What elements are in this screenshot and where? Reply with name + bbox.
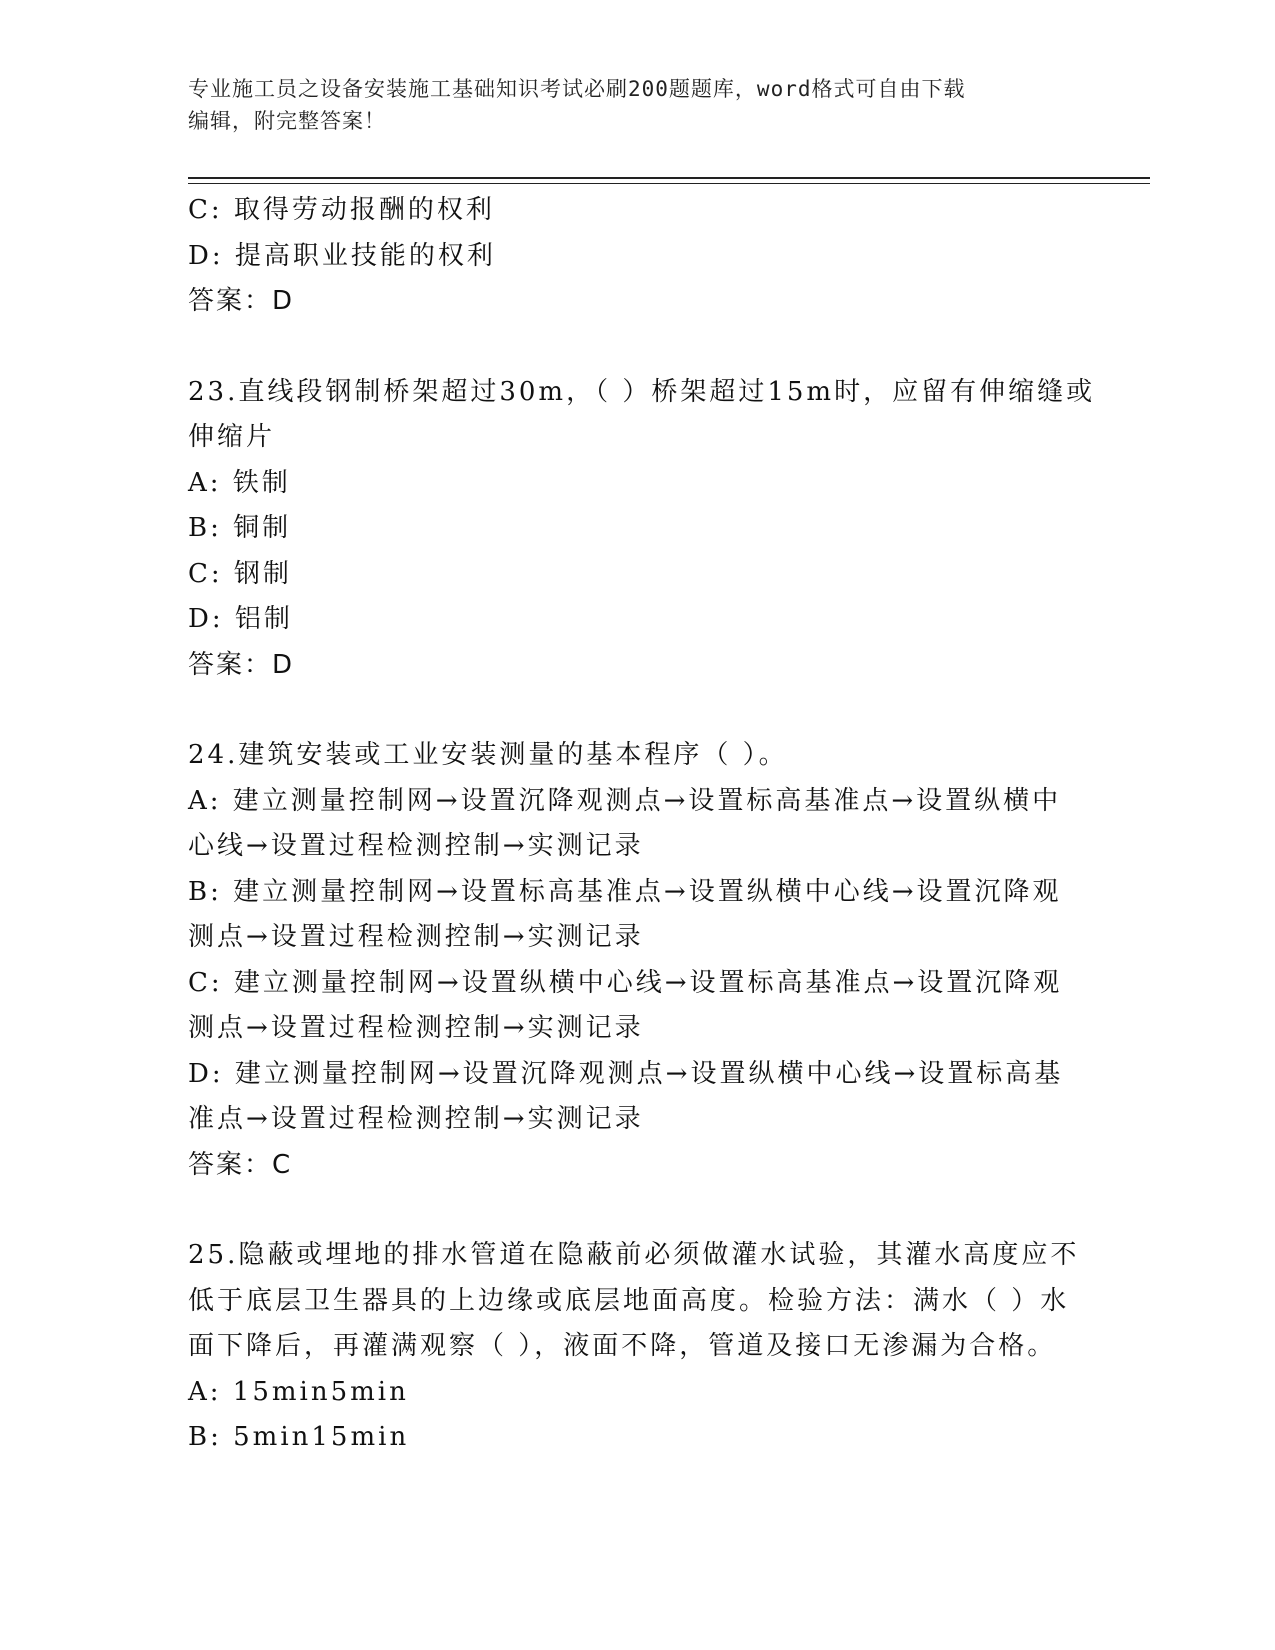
spacer <box>188 325 1088 370</box>
option-a-continued: 心线→设置过程检测控制→实测记录 <box>188 831 644 861</box>
question-23 <box>188 370 1096 689</box>
option-c: C: 取得劳动报酬的权利 <box>188 195 495 225</box>
document-header <box>188 73 1068 137</box>
option-b: B: 建立测量控制网→设置标高基准点→设置纵横中心线→设置沉降观 <box>188 876 1062 907</box>
question-stem: 25.隐蔽或埋地的排水管道在隐蔽前必须做灌水试验，其灌水高度应不 <box>188 1240 1080 1270</box>
option-d: D: 提高职业技能的权利 <box>188 240 496 271</box>
option-c: C: 钢制 <box>188 558 292 589</box>
spacer <box>188 1188 1088 1233</box>
question-25 <box>188 1233 1088 1461</box>
option-c-continued: 测点→设置过程检测控制→实测记录 <box>188 1013 644 1043</box>
option-a: A: 15min5min <box>188 1376 409 1407</box>
option-c: C: 建立测量控制网→设置纵横中心线→设置标高基准点→设置沉降观 <box>188 967 1063 998</box>
question-stem: 低于底层卫生器具的上边缘或底层地面高度。检验方法：满水（ ）水 <box>188 1285 1070 1316</box>
answer: 答案：D <box>188 286 295 316</box>
option-a: A: 铁制 <box>188 467 291 498</box>
option-b: B: 铜制 <box>188 513 292 543</box>
question-24 <box>188 733 1088 1188</box>
option-d: D: 铝制 <box>188 604 293 634</box>
option-d: D: 建立测量控制网→设置沉降观测点→设置纵横中心线→设置标高基 <box>188 1058 1064 1089</box>
question-stem: 23.直线段钢制桥架超过30m，（ ）桥架超过15m时，应留有伸缩缝或 <box>188 376 1096 407</box>
option-b: B: 5min15min <box>188 1422 410 1452</box>
header-title-line-1: 专业施工员之设备安装施工基础知识考试必刷200题题库，word格式可自由下载 <box>188 77 966 101</box>
option-a: A: 建立测量控制网→设置沉降观测点→设置标高基准点→设置纵横中 <box>188 785 1062 816</box>
header-title-line-2: 编辑，附完整答案！ <box>188 109 386 133</box>
previous-question <box>188 188 1088 325</box>
spacer <box>188 688 1088 733</box>
option-d-continued: 准点→设置过程检测控制→实测记录 <box>188 1104 644 1134</box>
option-b-continued: 测点→设置过程检测控制→实测记录 <box>188 922 644 952</box>
answer: 答案：D <box>188 649 295 680</box>
answer: 答案：C <box>188 1149 293 1180</box>
question-stem: 面下降后，再灌满观察（ ），液面不降，管道及接口无渗漏为合格。 <box>188 1331 1057 1361</box>
header-divider-thick <box>188 177 1150 179</box>
question-stem: 24.建筑安装或工业安装测量的基本程序（ ）。 <box>188 740 788 770</box>
question-stem: 伸缩片 <box>188 422 276 452</box>
header-divider-thin <box>188 183 1150 184</box>
question-content <box>188 188 1096 1461</box>
